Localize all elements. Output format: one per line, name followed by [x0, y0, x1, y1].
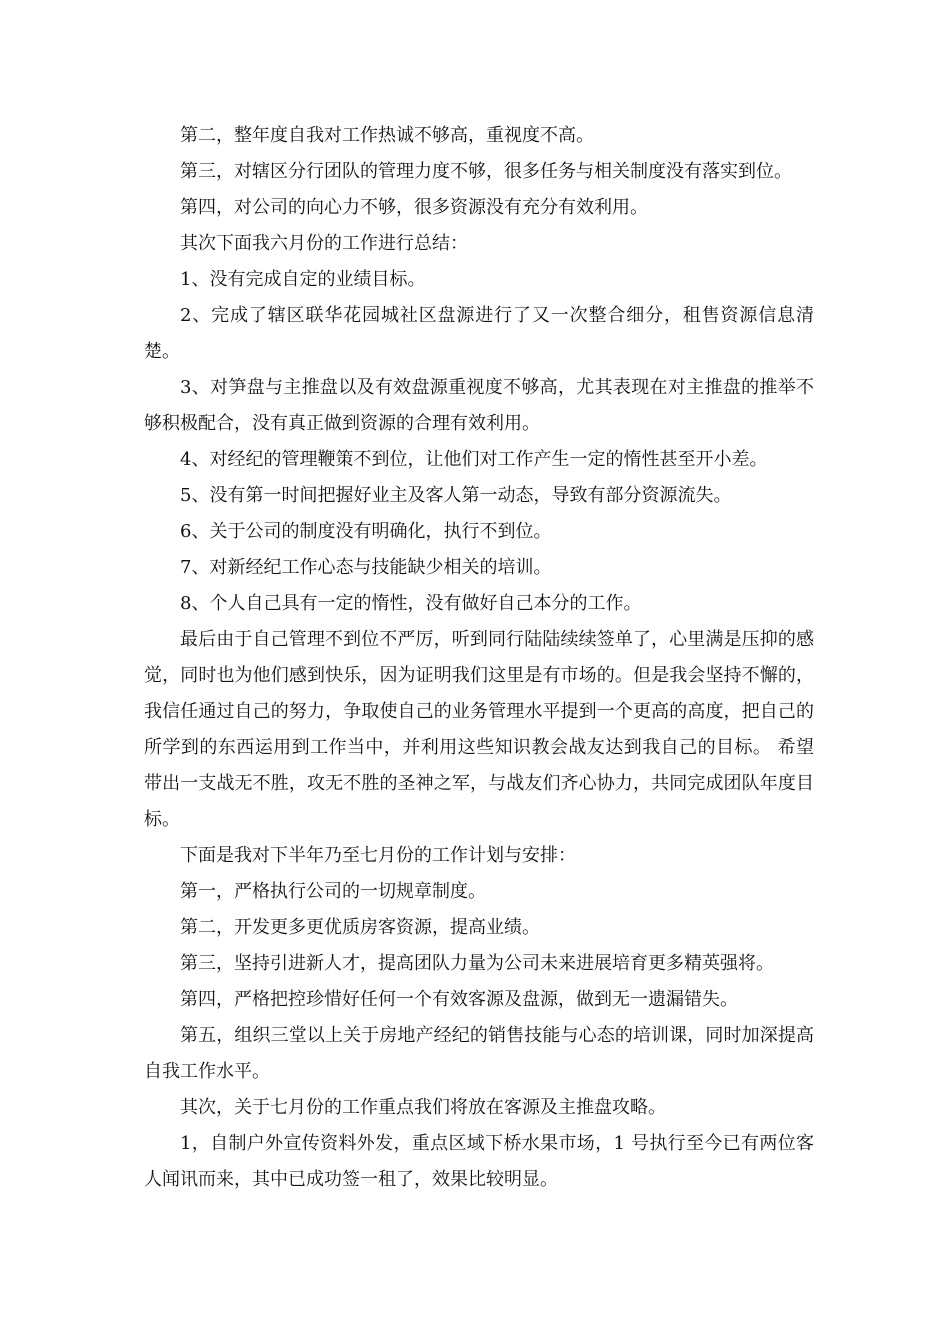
paragraph: 第三，对辖区分行团队的管理力度不够，很多任务与相关制度没有落实到位。 — [180, 161, 792, 182]
paragraph: 第一，严格执行公司的一切规章制度。 — [180, 881, 486, 902]
paragraph: 最后由于自己管理不到位不严厉，听到同行陆陆续续签单了，心里满是压抑的感觉，同时也为他们感到快乐，因为证明我们这里是有市场的。但是我会坚持不懈的，我信任通过自己的努力，争取使自己的业务管理水平提到一个更高的高度，把自己的所学到的东西运用到工作当中，并利用这些知识教会战友达到我自己的目标。 希望带出一支战无不胜，攻无不胜的圣神之军，与战友们齐心协力，共同完成团队年度目标。 — [144, 629, 814, 830]
paragraph: 第四，严格把控珍惜好任何一个有效客源及盘源，做到无一遗漏错失。 — [180, 989, 738, 1010]
paragraph: 第四，对公司的向心力不够，很多资源没有充分有效利用。 — [180, 197, 648, 218]
document-body — [144, 118, 814, 1198]
paragraph: 1、没有完成自定的业绩目标。 — [180, 269, 426, 290]
paragraph: 其次，关于七月份的工作重点我们将放在客源及主推盘攻略。 — [180, 1097, 666, 1118]
paragraph: 4、对经纪的管理鞭策不到位，让他们对工作产生一定的惰性甚至开小差。 — [180, 449, 768, 470]
paragraph: 7、对新经纪工作心态与技能缺少相关的培训。 — [180, 557, 552, 578]
paragraph: 其次下面我六月份的工作进行总结： — [180, 233, 468, 254]
paragraph: 1，自制户外宣传资料外发，重点区域下桥水果市场，1 号执行至今已有两位客人闻讯而来，其中已成功签一租了，效果比较明显。 — [144, 1133, 814, 1190]
paragraph: 第五，组织三堂以上关于房地产经纪的销售技能与心态的培训课，同时加深提高自我工作水平。 — [144, 1025, 814, 1082]
paragraph: 3、对笋盘与主推盘以及有效盘源重视度不够高，尤其表现在对主推盘的推举不够积极配合，没有真正做到资源的合理有效利用。 — [144, 377, 814, 434]
paragraph: 8、个人自己具有一定的惰性，没有做好自己本分的工作。 — [180, 593, 642, 614]
paragraph: 第三，坚持引进新人才，提高团队力量为公司未来进展培育更多精英强将。 — [180, 953, 774, 974]
paragraph: 下面是我对下半年乃至七月份的工作计划与安排： — [180, 845, 576, 866]
paragraph: 第二，整年度自我对工作热诚不够高，重视度不高。 — [180, 125, 594, 146]
paragraph: 5、没有第一时间把握好业主及客人第一动态，导致有部分资源流失。 — [180, 485, 732, 506]
paragraph: 第二，开发更多更优质房客资源，提高业绩。 — [180, 917, 540, 938]
paragraph: 2、完成了辖区联华花园城社区盘源进行了又一次整合细分，租售资源信息清楚。 — [144, 305, 814, 362]
paragraph: 6、关于公司的制度没有明确化，执行不到位。 — [180, 521, 552, 542]
